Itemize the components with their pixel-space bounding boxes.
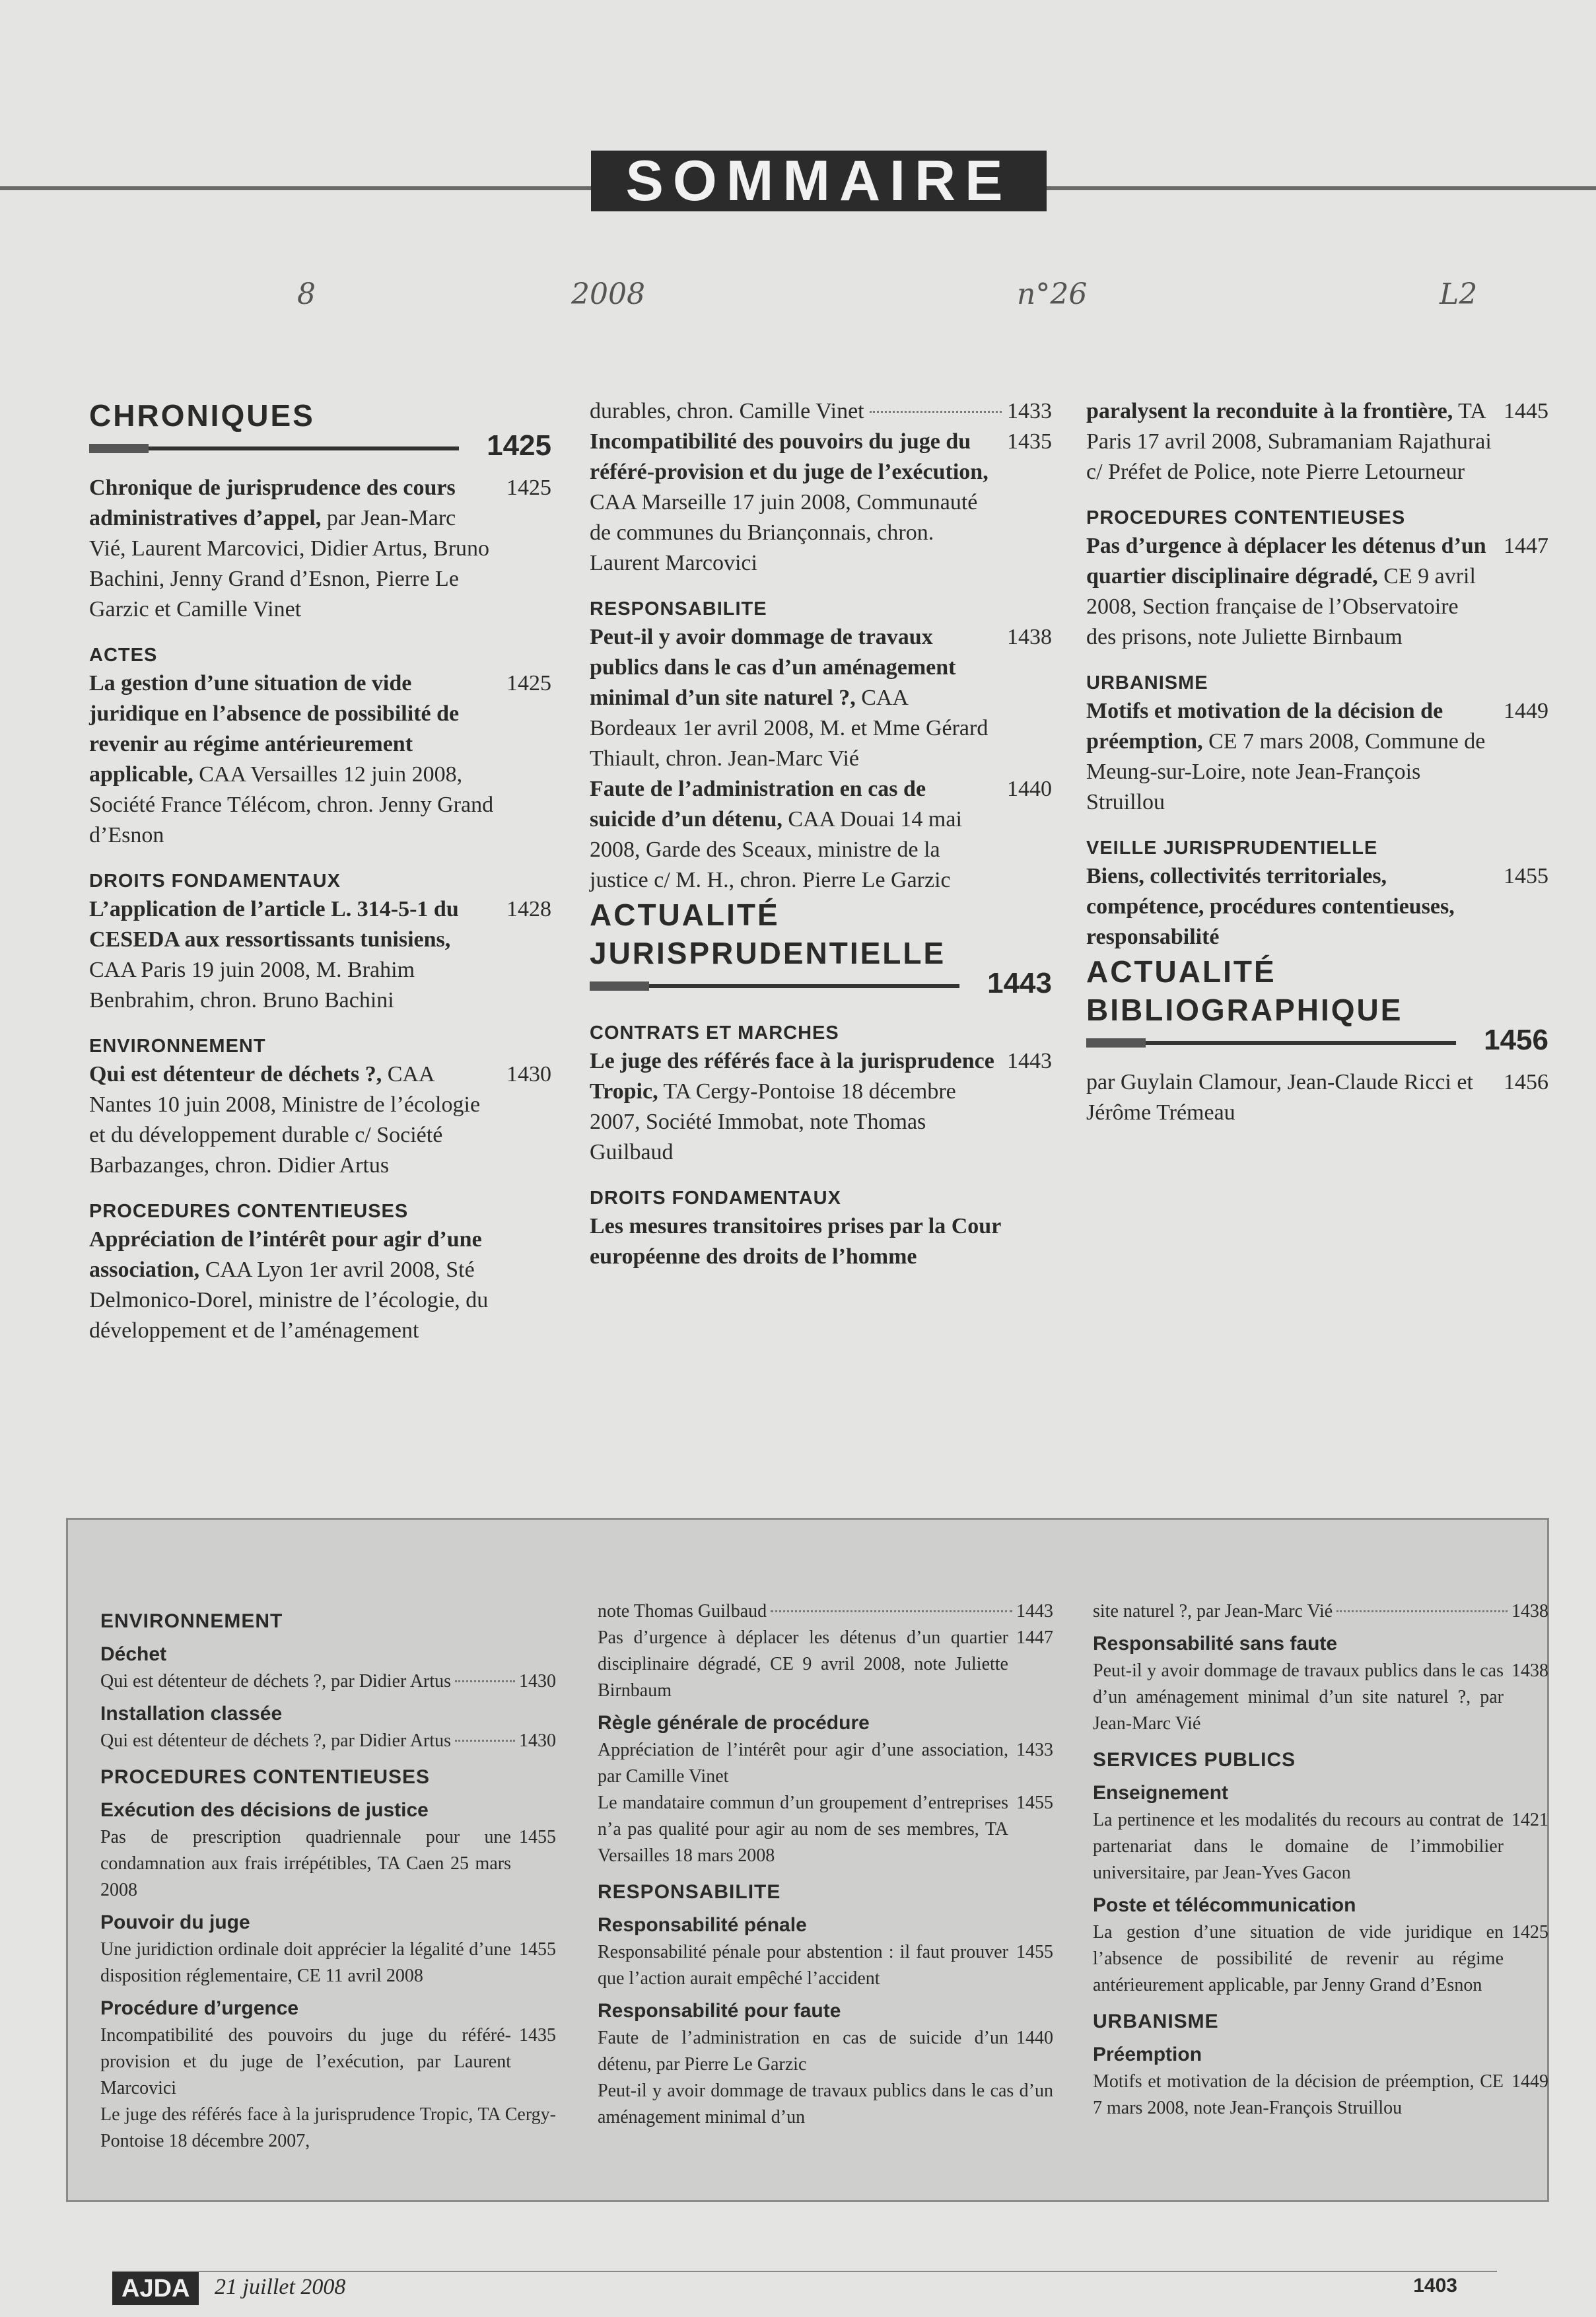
- index-item: [100, 2102, 556, 2155]
- handwritten-note-3: n°26: [1017, 277, 1088, 311]
- toc-line: [89, 1059, 551, 1181]
- index-item: [100, 1937, 556, 1989]
- index-item-text: La gestion d’une situation de vide juridique en l’absence de possibilité de revenir au régime antérieurement applicable, par Jenny Grand d’Esnon: [1093, 1922, 1504, 1995]
- rubric-heading: DROITS FONDAMENTAUX: [89, 871, 341, 892]
- toc-line: [590, 1046, 1052, 1168]
- index-column-1: [100, 1598, 556, 2155]
- entry-title: Biens, collectivités territoriales, compétence, procédures contentieuses, responsabilité: [1086, 864, 1455, 949]
- entry-text: [590, 427, 996, 579]
- entry-reference: TA Cergy-Pontoise 18 décembre 2007, Société Immobat, note Thomas Guilbaud: [590, 1079, 956, 1164]
- toc-entry: [1086, 1067, 1548, 1128]
- entry-page: 1428: [506, 897, 551, 921]
- index-item-text: Une juridiction ordinale doit apprécier la légalité d’une disposition réglementaire, CE 11 avril 2008: [100, 1939, 511, 1986]
- rubric-heading: ENVIRONNEMENT: [89, 1036, 266, 1057]
- section-rule: [89, 429, 551, 465]
- index-subcategory: Exécution des décisions de justice: [100, 1799, 429, 1821]
- index-item-text: Faute de l’administration en cas de suicide d’un détenu, par Pierre Le Garzic: [598, 2028, 1008, 2075]
- index-item: [598, 1598, 1053, 1625]
- entry-reference: CAA Marseille 17 juin 2008, Communauté de communes du Briançonnais, chron. Laurent Marcovici: [590, 490, 978, 575]
- toc-entry: [590, 1046, 1052, 1168]
- index-item-text: Incompatibilité des pouvoirs du juge du référé-provision et du juge de l’exécution, par Laurent Marcovici: [100, 2025, 511, 2098]
- index-item: [1093, 1807, 1548, 1886]
- toc-entry: [89, 473, 551, 625]
- index-item: [1093, 2069, 1548, 2121]
- section-title: CHRONIQUES: [89, 398, 315, 433]
- dot-leader: [771, 1610, 1012, 1612]
- index-item-page: 1430: [519, 1730, 556, 1751]
- toc-line: [590, 1211, 1052, 1272]
- rubric-heading: URBANISME: [1086, 672, 1208, 694]
- index-item: [100, 1824, 556, 1904]
- toc-entry: [1086, 531, 1548, 653]
- index-subcategory: Préemption: [1093, 2044, 1202, 2065]
- section-rule: [590, 967, 1052, 1003]
- entry-reference: CAA Paris 19 juin 2008, M. Brahim Benbrahim, chron. Bruno Bachini: [89, 958, 415, 1013]
- entry-text: [89, 1225, 551, 1346]
- entry-page: 1435: [1007, 429, 1052, 454]
- rubric-heading: DROITS FONDAMENTAUX: [590, 1188, 841, 1209]
- rubric-heading: VEILLE JURISPRUDENTIELLE: [1086, 838, 1378, 859]
- index-item-text: Le juge des référés face à la jurisprudence Tropic, TA Cergy-Pontoise 18 décembre 2007,: [100, 2104, 556, 2151]
- entry-title: Le juge des référés face à la jurisprudence Tropic,: [590, 1049, 994, 1104]
- handwritten-note-4: L2: [1440, 277, 1478, 311]
- index-category: RESPONSABILITE: [598, 1881, 781, 1903]
- index-item-page: 1455: [1016, 1942, 1053, 1962]
- entry-page: 1449: [1504, 699, 1548, 723]
- section-title: ACTUALITÉ BIBLIOGRAPHIQUE: [1086, 954, 1403, 1027]
- footer-rule: [112, 2271, 1497, 2272]
- entry-page: 1433: [1007, 399, 1052, 423]
- entry-text: [89, 668, 496, 851]
- section-rule-bar: [590, 984, 959, 988]
- rubric-heading: RESPONSABILITE: [590, 598, 767, 620]
- toc-entry: [1086, 696, 1548, 818]
- dot-leader: [455, 1740, 515, 1742]
- entry-text: [590, 396, 864, 427]
- index-item-page: 1433: [1016, 1740, 1053, 1760]
- page-footer: [0, 2271, 1596, 2317]
- toc-entry: [1086, 861, 1548, 952]
- sommaire-masthead: SOMMAIRE: [591, 151, 1047, 211]
- entry-reference: CE 9 avril 2008, Section française de l’Observatoire des prisons, note Juliette Birnbaum: [1086, 564, 1476, 649]
- index-item-text: Peut-il y avoir dommage de travaux publics dans le cas d’un aménagement minimal d’un site naturel ?, par Jean-Marc Vié: [1093, 1660, 1504, 1734]
- index-item-text: Appréciation de l’intérêt pour agir d’une association, par Camille Vinet: [598, 1740, 1008, 1787]
- dot-leader: [455, 1680, 515, 1682]
- entry-page: 1425: [506, 476, 551, 500]
- index-item: [100, 2022, 556, 2102]
- entry-reference: CAA Versailles 12 juin 2008, Société France Télécom, chron. Jenny Grand d’Esnon: [89, 762, 494, 847]
- index-item: [598, 1939, 1053, 1992]
- entry-text: [590, 1211, 1052, 1272]
- entry-text: [1086, 696, 1493, 818]
- toc-line: [590, 622, 1052, 774]
- toc-line: [1086, 861, 1548, 952]
- index-item-page: 1455: [519, 1939, 556, 1960]
- index-subcategory: Déchet: [100, 1643, 167, 1665]
- entry-page: 1438: [1007, 625, 1052, 649]
- entry-text: [590, 774, 996, 896]
- index-item: [100, 1728, 556, 1754]
- rubric-heading: PROCEDURES CONTENTIEUSES: [1086, 507, 1406, 528]
- entry-reference: CAA Douai 14 mai 2008, Garde des Sceaux, ministre de la justice c/ M. H., chron. Pierre Le Garzic: [590, 807, 962, 892]
- index-item-page: 1455: [1016, 1793, 1053, 1813]
- index-subcategory: Pouvoir du juge: [100, 1911, 250, 1933]
- entry-text: [89, 473, 496, 625]
- index-category: URBANISME: [1093, 2011, 1219, 2032]
- dot-leader: [870, 411, 1002, 413]
- index-item-page: 1421: [1511, 1810, 1548, 1830]
- index-item-text: Motifs et motivation de la décision de préemption, CE 7 mars 2008, note Jean-François Struillou: [1093, 2071, 1504, 2118]
- index-subcategory: Procédure d’urgence: [100, 1997, 299, 2019]
- entry-text: [1086, 1067, 1493, 1128]
- index-item-text: Pas de prescription quadriennale pour une condamnation aux frais irrépétibles, TA Caen 25 mars 2008: [100, 1827, 511, 1900]
- entry-text: [590, 1046, 996, 1168]
- toc-entry: [590, 396, 1052, 427]
- index-subcategory: Responsabilité pénale: [598, 1914, 807, 1936]
- index-item-text: Responsabilité pénale pour abstention : il faut prouver que l’action aurait empêché l’accident: [598, 1942, 1008, 1989]
- index-item-page: 1425: [1511, 1922, 1548, 1943]
- toc-entry: [89, 668, 551, 851]
- entry-page: 1455: [1504, 864, 1548, 888]
- toc-entry: [89, 1225, 551, 1346]
- entry-title: L’application de l’article L. 314-5-1 du CESEDA aux ressortissants tunisiens,: [89, 897, 459, 952]
- toc-column-3: [1086, 396, 1548, 1128]
- index-subcategory: Enseignement: [1093, 1782, 1229, 1804]
- index-subcategory: Responsabilité pour faute: [598, 2000, 841, 2022]
- toc-line: [1086, 1067, 1548, 1128]
- index-item-page: 1447: [1016, 1627, 1053, 1648]
- index-item: [598, 2025, 1053, 2078]
- entry-title: Qui est détenteur de déchets ?,: [89, 1062, 382, 1087]
- index-category: PROCEDURES CONTENTIEUSES: [100, 1766, 431, 1788]
- index-item-page: 1438: [1511, 1660, 1548, 1681]
- index-item-text: Pas d’urgence à déplacer les détenus d’un quartier disciplinaire dégradé, CE 9 avril 2008, note Juliette Birnbaum: [598, 1627, 1008, 1701]
- index-item-page: 1449: [1511, 2071, 1548, 2092]
- index-item: [598, 1737, 1053, 1790]
- entry-title: Appréciation de l’intérêt pour agir d’une association,: [89, 1227, 482, 1282]
- entry-text: [1086, 396, 1493, 487]
- toc-entry: [89, 1059, 551, 1181]
- entry-reference: CE 7 mars 2008, Commune de Meung-sur-Loire, note Jean-François Struillou: [1086, 729, 1486, 814]
- entry-text: [590, 622, 996, 774]
- entry-title: Chronique de jurisprudence des cours administratives d’appel,: [89, 476, 456, 530]
- section-page: 1443: [987, 967, 1052, 999]
- toc-line: [1086, 696, 1548, 818]
- issue-date: 21 juillet 2008: [215, 2275, 346, 2299]
- index-item-text: La pertinence et les modalités du recours au contrat de partenariat dans le domaine de l’immobilier universitaire, par Jean-Yves Gacon: [1093, 1810, 1504, 1883]
- section-rule: [1086, 1024, 1548, 1059]
- index-subcategory: Responsabilité sans faute: [1093, 1633, 1338, 1655]
- entry-reference: durables, chron. Camille Vinet: [590, 399, 864, 423]
- index-item: [598, 1790, 1053, 1869]
- entry-page: 1456: [1504, 1070, 1548, 1094]
- rubric-heading: ACTES: [89, 645, 158, 666]
- index-item: [1093, 1598, 1548, 1625]
- section-page: 1425: [487, 429, 551, 462]
- index-item-page: 1430: [519, 1671, 556, 1692]
- index-item-page: 1443: [1016, 1601, 1053, 1622]
- toc-column-1: [89, 396, 551, 1346]
- index-subcategory: Installation classée: [100, 1703, 283, 1725]
- entry-page: 1443: [1007, 1049, 1052, 1073]
- section-page: 1456: [1484, 1024, 1548, 1056]
- index-item-text: Qui est détenteur de déchets ?, par Didier Artus: [100, 1671, 452, 1692]
- entry-reference: par Jean-Marc Vié, Laurent Marcovici, Didier Artus, Bruno Bachini, Jenny Grand d’Esnon, Pierre Le Garzic et Camille Vinet: [89, 506, 490, 622]
- toc-line: [1086, 531, 1548, 653]
- dot-leader: [1336, 1610, 1508, 1612]
- index-subcategory: Règle générale de procédure: [598, 1712, 870, 1734]
- toc-entry: [590, 774, 1052, 896]
- entry-text: [1086, 531, 1493, 653]
- toc-line: [590, 774, 1052, 896]
- index-column-2: [598, 1598, 1053, 2131]
- entry-reference: CAA Lyon 1er avril 2008, Sté Delmonico-Dorel, ministre de l’écologie, du développement et de l’aménagement: [89, 1258, 489, 1343]
- index-item: [1093, 1919, 1548, 1999]
- index-category: ENVIRONNEMENT: [100, 1610, 283, 1632]
- entry-page: 1447: [1504, 534, 1548, 558]
- entry-title: Peut-il y avoir dommage de travaux publics dans le cas d’un aménagement minimal d’un site naturel ?,: [590, 625, 956, 710]
- entry-reference: CAA Bordeaux 1er avril 2008, M. et Mme Gérard Thiault, chron. Jean-Marc Vié: [590, 686, 989, 771]
- toc-line: [590, 427, 1052, 579]
- entry-title: Incompatibilité des pouvoirs du juge du référé-provision et du juge de l’exécution,: [590, 429, 989, 484]
- index-subcategory: Poste et télécommunication: [1093, 1894, 1356, 1916]
- toc-entry: [590, 1211, 1052, 1272]
- entry-text: [89, 1059, 496, 1181]
- entry-title: Les mesures transitoires prises par la Cour européenne des droits de l’homme: [590, 1214, 1001, 1269]
- index-item-page: 1435: [519, 2025, 556, 2046]
- handwritten-note-1: 8: [297, 277, 316, 311]
- entry-page: 1440: [1007, 777, 1052, 801]
- toc-entry: [1086, 396, 1548, 487]
- toc-entry: [89, 894, 551, 1016]
- toc-column-2: [590, 396, 1052, 1272]
- index-item-text: note Thomas Guilbaud: [598, 1601, 767, 1622]
- section-rule-bar: [89, 446, 459, 450]
- entry-title: Motifs et motivation de la décision de préemption,: [1086, 699, 1443, 754]
- toc-entry: [590, 427, 1052, 579]
- entry-reference: par Guylain Clamour, Jean-Claude Ricci et Jérôme Trémeau: [1086, 1070, 1473, 1125]
- toc-line: [590, 396, 1052, 427]
- index-item: [1093, 1658, 1548, 1737]
- index-item-page: 1455: [519, 1827, 556, 1847]
- toc-line: [89, 1225, 551, 1346]
- entry-title: La gestion d’une situation de vide juridique en l’absence de possibilité de revenir au régime antérieurement applicable,: [89, 671, 460, 787]
- entry-reference: TA Paris 17 avril 2008, Subramaniam Rajathurai c/ Préfet de Police, note Pierre Letourneur: [1086, 399, 1492, 484]
- entry-reference: CAA Nantes 10 juin 2008, Ministre de l’écologie et du développement durable c/ Société Barbazanges, chron. Didier Artus: [89, 1062, 481, 1178]
- rubric-heading: CONTRATS ET MARCHES: [590, 1022, 839, 1044]
- toc-line: [89, 668, 551, 851]
- index-item: [598, 2078, 1053, 2131]
- index-item-page: 1438: [1511, 1601, 1548, 1622]
- entry-page: 1430: [506, 1062, 551, 1087]
- handwritten-note-2: 2008: [571, 277, 645, 311]
- toc-line: [1086, 396, 1548, 487]
- index-item-page: 1440: [1016, 2028, 1053, 2048]
- section-title: ACTUALITÉ JURISPRUDENTIELLE: [590, 898, 946, 970]
- entry-page: 1425: [506, 671, 551, 695]
- entry-page: 1445: [1504, 399, 1548, 423]
- toc-line: [89, 473, 551, 625]
- toc-line: [89, 894, 551, 1016]
- index-item-text: site naturel ?, par Jean-Marc Vié: [1093, 1601, 1333, 1622]
- index-item: [100, 1668, 556, 1695]
- toc-entry: [590, 622, 1052, 774]
- index-column-3: [1093, 1598, 1548, 2121]
- index-item-text: Le mandataire commun d’un groupement d’entreprises n’a pas qualité pour agir au nom de ses membres, TA Versailles 18 mars 2008: [598, 1793, 1008, 1866]
- entry-title: paralysent la reconduite à la frontière,: [1086, 399, 1453, 423]
- index-item: [598, 1625, 1053, 1704]
- entry-text: [89, 894, 496, 1016]
- index-item-text: Qui est détenteur de déchets ?, par Didier Artus: [100, 1730, 452, 1751]
- section-rule-bar: [1086, 1041, 1456, 1045]
- entry-title: Pas d’urgence à déplacer les détenus d’un quartier disciplinaire dégradé,: [1086, 534, 1486, 588]
- journal-logo: AJDA: [112, 2272, 199, 2305]
- entry-title: Faute de l’administration en cas de suicide d’un détenu,: [590, 777, 926, 832]
- entry-text: [1086, 861, 1493, 952]
- index-category: SERVICES PUBLICS: [1093, 1749, 1296, 1771]
- index-item-text: Peut-il y avoir dommage de travaux publics dans le cas d’un aménagement minimal d’un: [598, 2081, 1053, 2127]
- page-number: 1403: [1413, 2275, 1457, 2297]
- rubric-heading: PROCEDURES CONTENTIEUSES: [89, 1201, 409, 1222]
